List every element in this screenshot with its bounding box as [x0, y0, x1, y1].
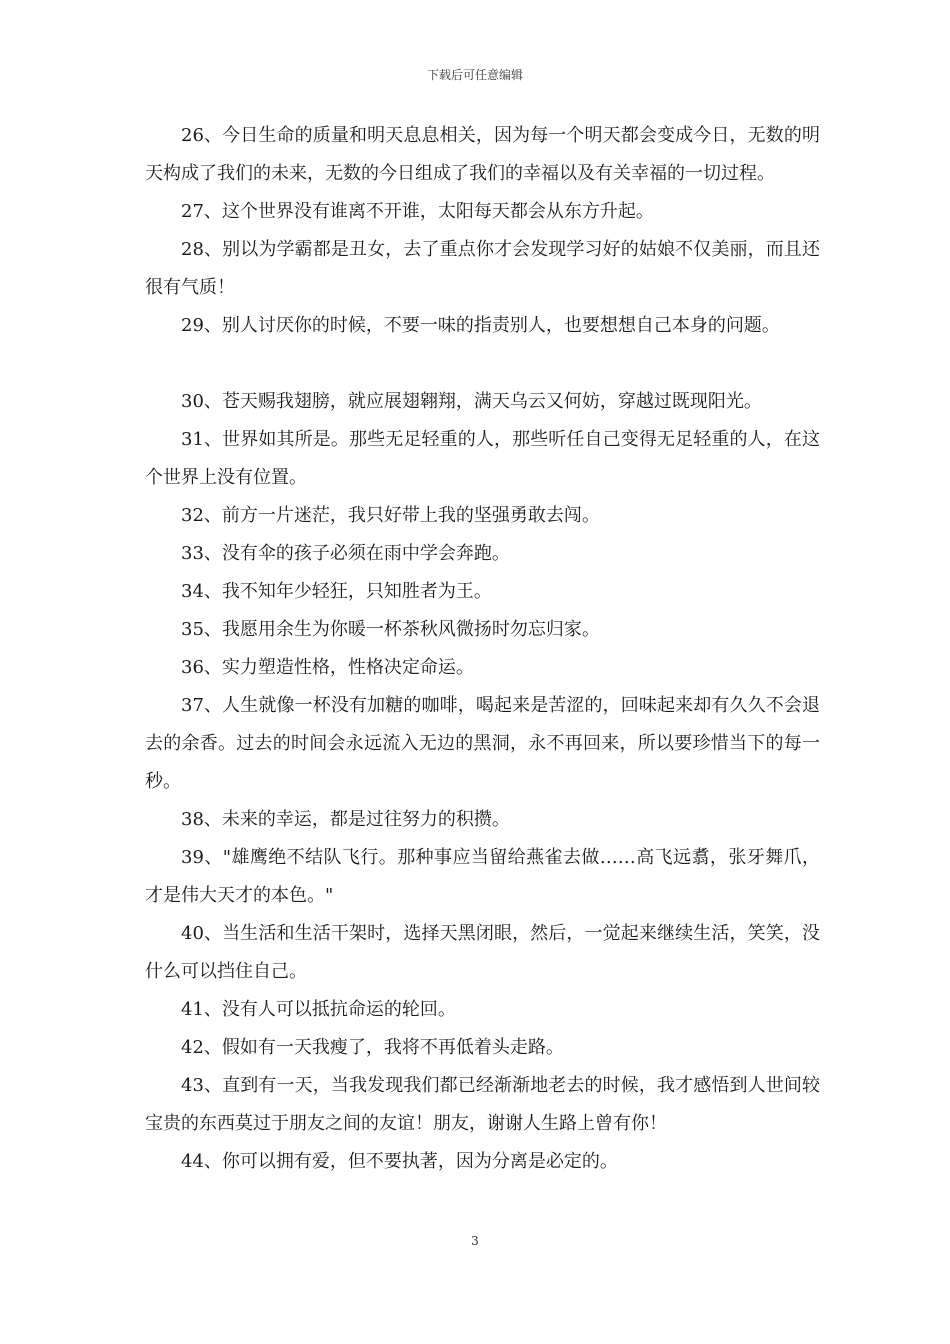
- paragraph-30: 30、苍天赐我翅膀，就应展翅翱翔，满天乌云又何妨，穿越过既现阳光。: [181, 391, 762, 412]
- page-header: 下载后可任意编辑: [426, 68, 523, 82]
- paragraph-31: 31、世界如其所是。那些无足轻重的人，那些听任自己变得无足轻重的人，在这个世界上没有位置。: [145, 429, 820, 488]
- paragraph-44: 44、你可以拥有爱，但不要执著，因为分离是必定的。: [181, 1151, 618, 1172]
- paragraph-27: 27、这个世界没有谁离不开谁，太阳每天都会从东方升起。: [181, 201, 654, 222]
- blank-line: [145, 345, 820, 383]
- paragraph-41: 41、没有人可以抵抗命运的轮回。: [181, 999, 456, 1020]
- paragraph-28: 28、别以为学霸都是丑女，去了重点你才会发现学习好的姑娘不仅美丽，而且还很有气质！: [145, 239, 820, 298]
- paragraph-40: 40、当生活和生活干架时，选择天黑闭眼，然后，一觉起来继续生活，笑笑，没什么可以挡住自己。: [145, 923, 820, 982]
- paragraph-38: 38、未来的幸运，都是过往努力的积攒。: [181, 809, 510, 830]
- paragraph-29: 29、别人讨厌你的时候，不要一味的指责别人，也要想想自己本身的问题。: [181, 315, 780, 336]
- document-body: [145, 117, 820, 1181]
- paragraph-42: 42、假如有一天我瘦了，我将不再低着头走路。: [181, 1037, 564, 1058]
- page-number: 3: [471, 1234, 479, 1248]
- paragraph-32: 32、前方一片迷茫，我只好带上我的坚强勇敢去闯。: [181, 505, 600, 526]
- paragraph-43: 43、直到有一天，当我发现我们都已经渐渐地老去的时候，我才感悟到人世间较宝贵的东西莫过于朋友之间的友谊！朋友，谢谢人生路上曾有你！: [145, 1075, 820, 1134]
- paragraph-33: 33、没有伞的孩子必须在雨中学会奔跑。: [181, 543, 510, 564]
- paragraph-34: 34、我不知年少轻狂，只知胜者为王。: [181, 581, 492, 602]
- paragraph-39: 39、"雄鹰绝不结队飞行。那种事应当留给燕雀去做……高飞远翥，张牙舞爪，才是伟大天才的本色。": [145, 847, 820, 906]
- paragraph-35: 35、我愿用余生为你暖一杯茶秋风微扬时勿忘归家。: [181, 619, 600, 640]
- paragraph-36: 36、实力塑造性格，性格决定命运。: [181, 657, 474, 678]
- paragraph-26: 26、今日生命的质量和明天息息相关，因为每一个明天都会变成今日，无数的明天构成了我们的未来，无数的今日组成了我们的幸福以及有关幸福的一切过程。: [145, 125, 820, 184]
- paragraph-37: 37、人生就像一杯没有加糖的咖啡，喝起来是苦涩的，回味起来却有久久不会退去的余香。过去的时间会永远流入无边的黑洞，永不再回来，所以要珍惜当下的每一秒。: [145, 695, 820, 792]
